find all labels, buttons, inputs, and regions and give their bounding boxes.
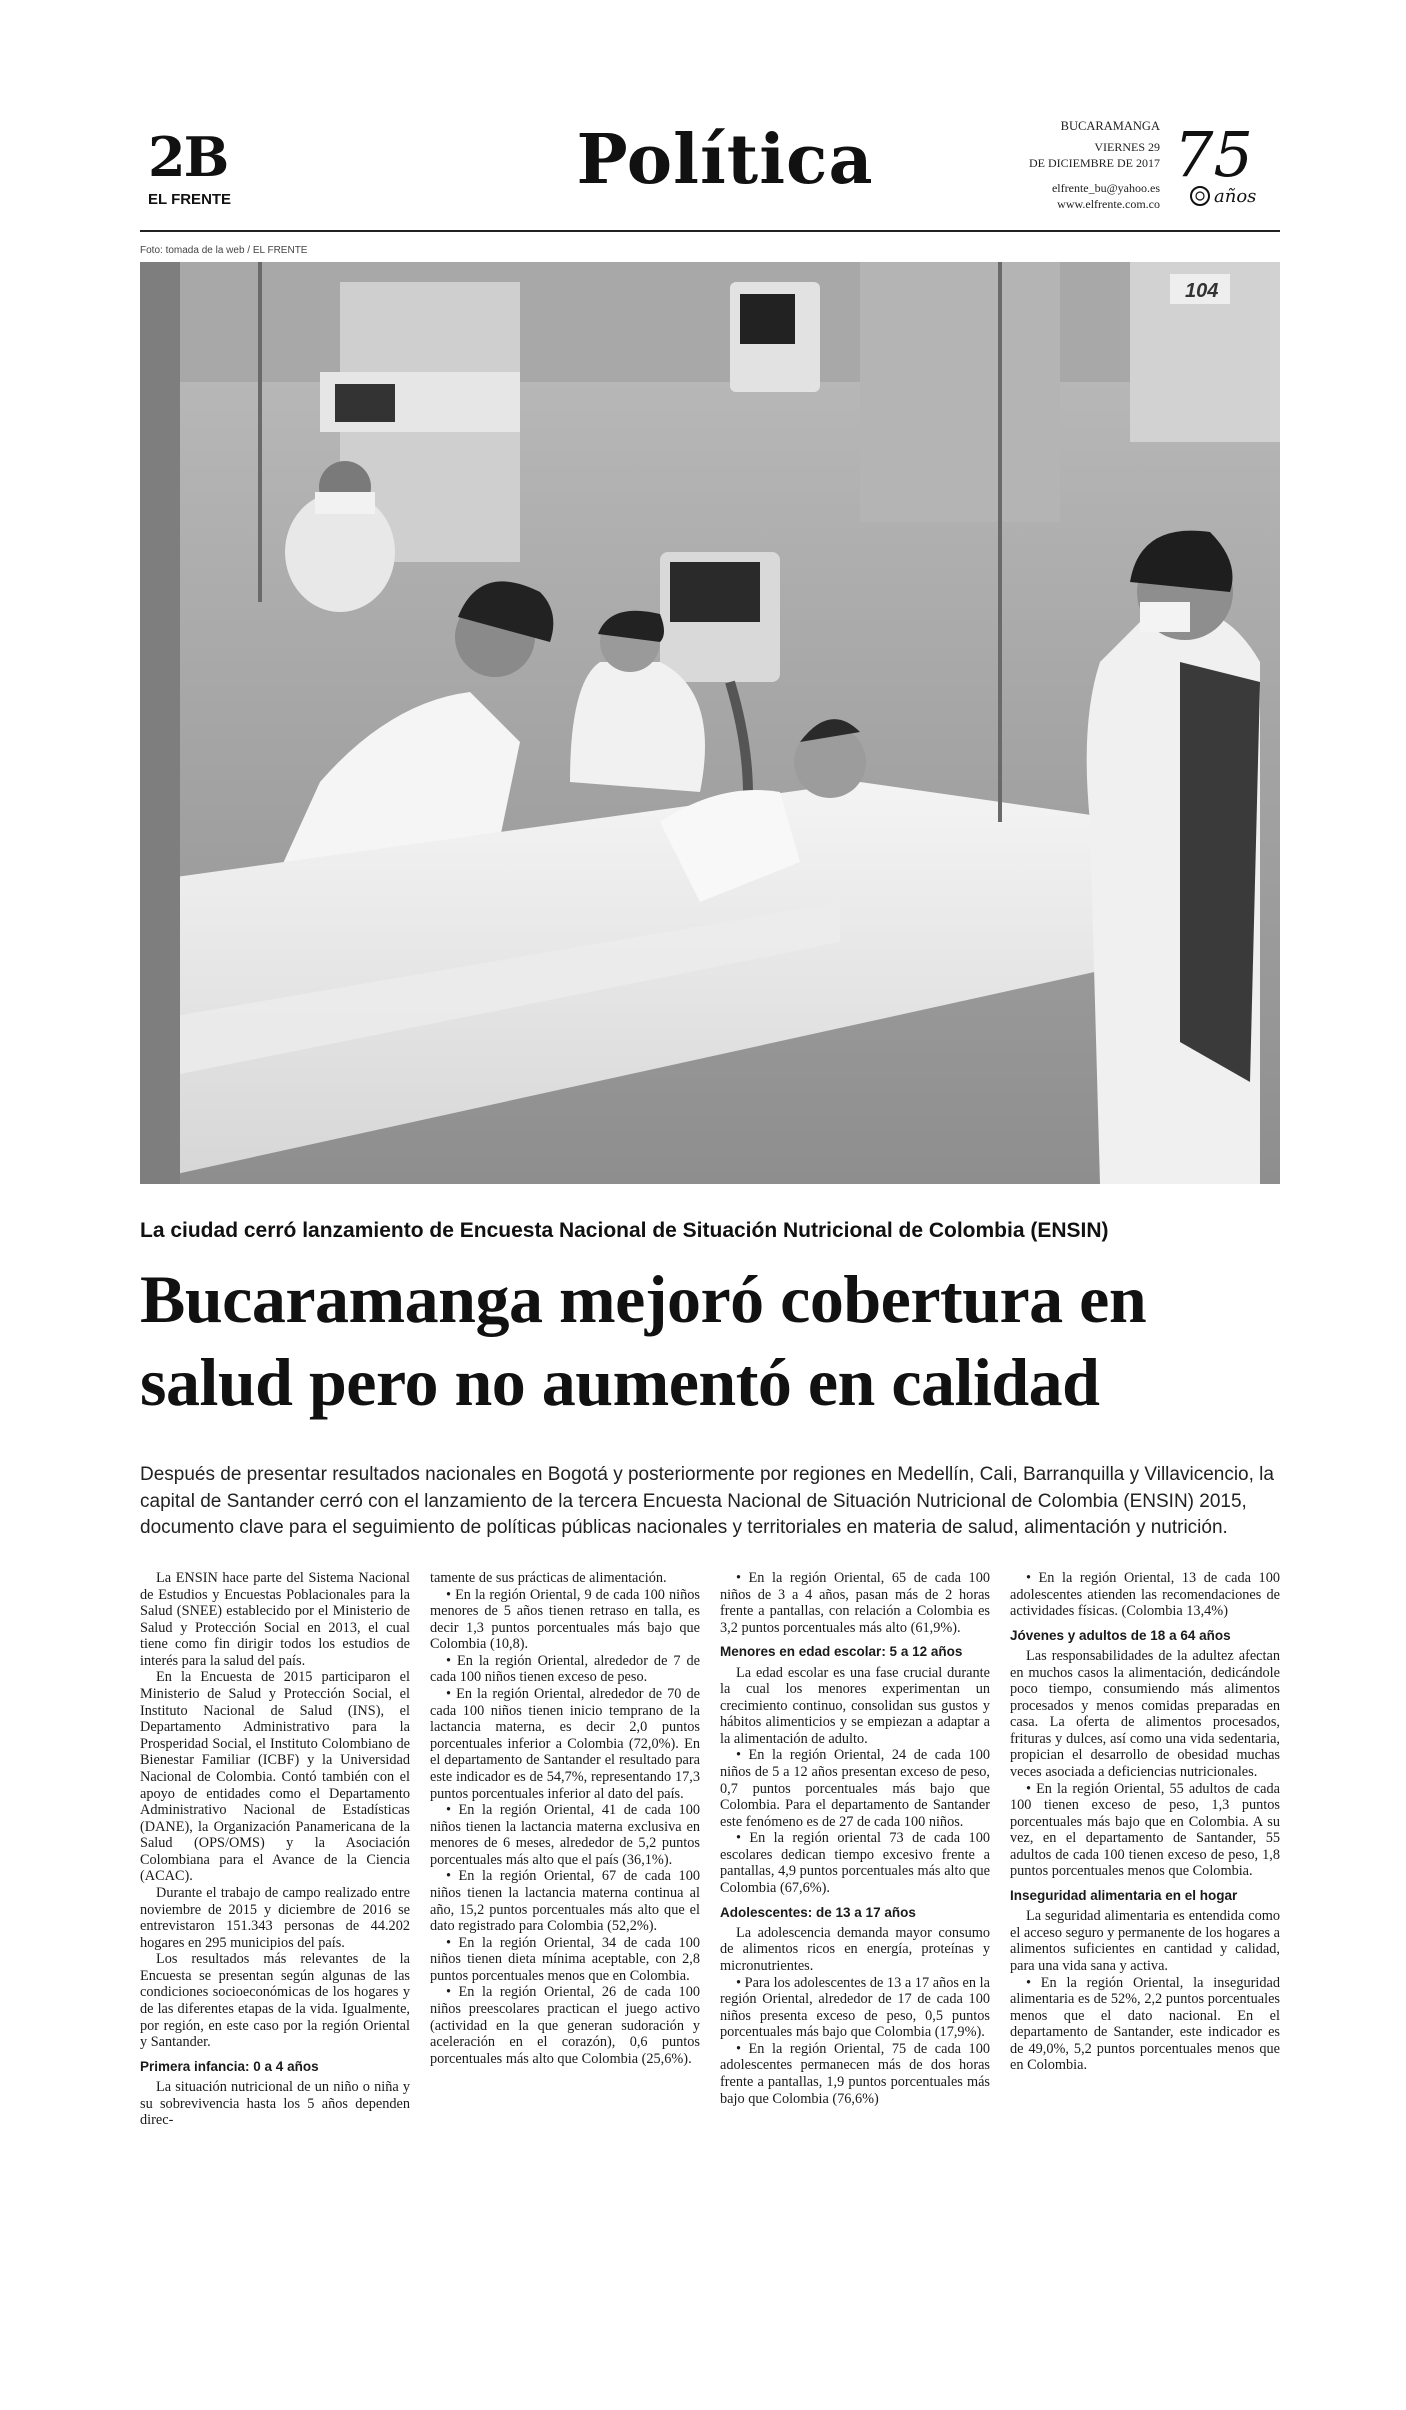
- article-column-3: [720, 1570, 990, 2370]
- paragraph: Los resultados más relevantes de la Encuesta se presentan según algunas de las condiciones socioeconómicas de los hogares y de las diferentes etapas de la vida. Igualmente, por región, en este caso por la región Oriental y Santander.: [140, 1951, 410, 2051]
- header-rule: [140, 230, 1280, 232]
- page-number: 2B: [148, 125, 228, 189]
- photo-illustration: [140, 262, 1280, 1184]
- paragraph: • En la región Oriental, 75 de cada 100 adolescentes permanecen más de dos horas frente a pantallas, 1,9 puntos porcentuales más bajo que Colombia (76,6%): [720, 2040, 990, 2107]
- section-title: Política: [576, 120, 874, 200]
- paragraph: • En la región Oriental, 67 de cada 100 niños tienen la lactancia materna continua al año, 15,2 puntos porcentuales más alto que el dato registrado para Colombia (52,2%).: [430, 1868, 700, 1935]
- article-body: [140, 1570, 1280, 2370]
- paragraph: • En la región Oriental, 34 de cada 100 niños tienen dieta mínima aceptable, con 2,8 puntos porcentuales menos que en Colombia.: [430, 1934, 700, 1984]
- header-date: DE DICIEMBRE DE 2017: [1029, 155, 1160, 170]
- header-email[interactable]: elfrente_bu@yahoo.es: [1051, 181, 1160, 196]
- subheading: Primera infancia: 0 a 4 años: [140, 2058, 319, 2074]
- paragraph: Durante el trabajo de campo realizado entre noviembre de 2015 y diciembre de 2016 se entrevistaron 151.343 personas de 44.202 hogares en 295 municipios del país.: [140, 1884, 410, 1951]
- paragraph: La edad escolar es una fase crucial durante la cual los menores experimentan un crecimiento continuo, consolidan sus gustos y hábitos alimenticios y se empiezan a adaptar a la alimentación de adulto.: [720, 1664, 990, 1747]
- paragraph: La situación nutricional de un niño o niña y su sobrevivencia hasta los 5 años dependen direc-: [140, 2078, 410, 2129]
- subheading: Inseguridad alimentaria en el hogar: [1010, 1888, 1238, 1904]
- paragraph: • En la región Oriental, 65 de cada 100 niños de 3 a 4 años, pasan más de 2 horas frente a pantallas, con relación a Colombia es 3,2 puntos porcentuales más alto (61,9%).: [720, 1570, 990, 1636]
- header-website[interactable]: www.elfrente.com.co: [1057, 197, 1160, 212]
- paragraph: • En la región Oriental, 55 adultos de cada 100 tienen exceso de peso, 1,3 puntos porcentuales más bajo que en Colombia. A su vez, en el departamento de Santander, 55 adultos de cada 100 tienen exceso de peso, 1,8 puntos porcentuales menos que Colombia.: [1010, 1780, 1280, 1880]
- article-lead: Después de presentar resultados nacionales en Bogotá y posteriormente por regiones en Medellín, Cali, Barranquilla y Villavicencio, la capital de Santander cerró con el lanzamiento de la tercera Encuesta Nacional de Situación Nutricional de Colombia (ENSIN) 2015, documento clave para el seguimiento de políticas públicas nacionales y territoriales en materia de salud, alimentación y nutrición.: [140, 1464, 1274, 1539]
- anniversary-word: años: [1214, 186, 1257, 207]
- subheading: Adolescentes: de 13 a 17 años: [720, 1904, 916, 1920]
- page-header: [140, 118, 1280, 228]
- header-city: BUCARAMANGA: [1060, 119, 1160, 133]
- article-column-2: [430, 1570, 700, 2370]
- paragraph: • En la región Oriental, 41 de cada 100 niños tienen la lactancia materna exclusiva en menores de 6 meses, alrededor de 5,2 puntos porcentuales más alto que el país (36,1%).: [430, 1802, 700, 1868]
- paragraph: • En la región Oriental, 9 de cada 100 niños menores de 5 años tienen retraso en talla, es decir 1,3 puntos porcentuales más bajo que Colombia (10,8).: [430, 1586, 700, 1653]
- paragraph: • En la región Oriental, alrededor de 70 de cada 100 niños tienen inicio temprano de la lactancia materna, es decir 2,0 puntos porcentuales inferior a Colombia (72,0%). En el departamento de Santander el resultado para este indicador es de 54,7%, representando 17,3 puntos porcentuales inferior al dato del país.: [430, 1686, 700, 1802]
- article-headline: [140, 1258, 1280, 1424]
- subheading: Menores en edad escolar: 5 a 12 años: [720, 1644, 963, 1660]
- headline-line-2: salud pero no aumentó en calidad: [140, 1343, 1100, 1420]
- article-kicker: La ciudad cerró lanzamiento de Encuesta Nacional de Situación Nutricional de Colombia (ENSIN): [140, 1219, 1109, 1242]
- subheading: Jóvenes y adultos de 18 a 64 años: [1010, 1627, 1231, 1643]
- anniversary-logo: [1170, 118, 1280, 218]
- anniversary-number: 75: [1174, 118, 1253, 191]
- headline-line-1: Bucaramanga mejoró cobertura en: [140, 1261, 1147, 1337]
- paragraph: • En la región oriental 73 de cada 100 escolares dedican tiempo excesivo frente a pantallas, 4,9 puntos porcentuales más alto que Colombia (67,6%).: [720, 1830, 990, 1897]
- paragraph: En la Encuesta de 2015 participaron el Ministerio de Salud y Protección Social, el Instituto Nacional de Salud (INS), el Departamento Administrativo para la Prosperidad Social, el Instituto Colombiano de Bienestar Familiar (ICBF) y la Universidad Nacional de Colombia. Contó también con el apoyo de entidades como el Departamento Administrativo Nacional de Estadísticas (DANE), la Organización Panamericana de la Salud (OPS/OMS) y la Asociación Colombiana para el Avance de la Ciencia (ACAC).: [140, 1669, 410, 1885]
- photo-credit: Foto: tomada de la web / EL FRENTE: [140, 245, 308, 256]
- paragraph: • En la región Oriental, 26 de cada 100 niños preescolares practican el juego activo (actividad en la que generan sudoración y aceleración en el corazón), 0,6 puntos porcentuales más alto que Colombia (25,6%).: [430, 1984, 700, 2067]
- paragraph: tamente de sus prácticas de alimentación.: [430, 1570, 667, 1586]
- room-number: 104: [1185, 280, 1219, 302]
- paragraph: • Para los adolescentes de 13 a 17 años en la región Oriental, alrededor de 17 de cada 100 niños presenta exceso de peso, 0,5 puntos porcentuales más bajo que Colombia (17,9%).: [720, 1974, 990, 2041]
- header-info: [1029, 118, 1160, 213]
- article-column-4: [1010, 1570, 1280, 2370]
- paragraph: • En la región Oriental, alrededor de 7 de cada 100 niños tienen exceso de peso.: [430, 1652, 700, 1686]
- paragraph: • En la región Oriental, 24 de cada 100 niños de 5 a 12 años presentan exceso de peso, 0,7 puntos porcentuales más bajo que Colombia. Para el departamento de Santander este fenómeno es de 27 de cada 100 niños.: [720, 1747, 990, 1830]
- hospital-photo: [140, 262, 1280, 1184]
- paragraph: La seguridad alimentaria es entendida como el acceso seguro y permanente de los hogares a alimentos suficientes en cantidad y calidad, para una vida sana y activa.: [1010, 1908, 1280, 1974]
- article-column-1: [140, 1570, 410, 2370]
- paragraph: • En la región Oriental, 13 de cada 100 adolescentes atienden las recomendaciones de actividades físicas. (Colombia 13,4%): [1010, 1570, 1280, 1620]
- paragraph: Las responsabilidades de la adultez afectan en muchos casos la alimentación, dedicándole poco tiempo, consumiendo más alimentos procesados y menos comidas preparadas en casa. La oferta de alimentos procesados, frituras y dulces, así como una vida sedentaria, propician el desarrollo de obesidad muchas veces asociada a deficiencias nutricionales.: [1010, 1647, 1280, 1780]
- paragraph: • En la región Oriental, la inseguridad alimentaria es de 52%, 2,2 puntos porcentuales menos que el dato nacional. En el departamento de Santander, este indicador es de 49,0%, 5,2 puntos porcentuales menos que en Colombia.: [1010, 1974, 1280, 2074]
- paragraph: La ENSIN hace parte del Sistema Nacional de Estudios y Encuestas Poblacionales para la Salud (SNEE) establecido por el Ministerio de Salud y Protección Social en 2013, el cual tiene como fin dirigir todos los estudios de interés para la salud del país.: [140, 1570, 410, 1669]
- paragraph: La adolescencia demanda mayor consumo de alimentos ricos en energía, proteínas y micronutrientes.: [720, 1924, 990, 1974]
- header-day: VIERNES 29: [1094, 140, 1160, 155]
- publication-name: EL FRENTE: [148, 191, 232, 208]
